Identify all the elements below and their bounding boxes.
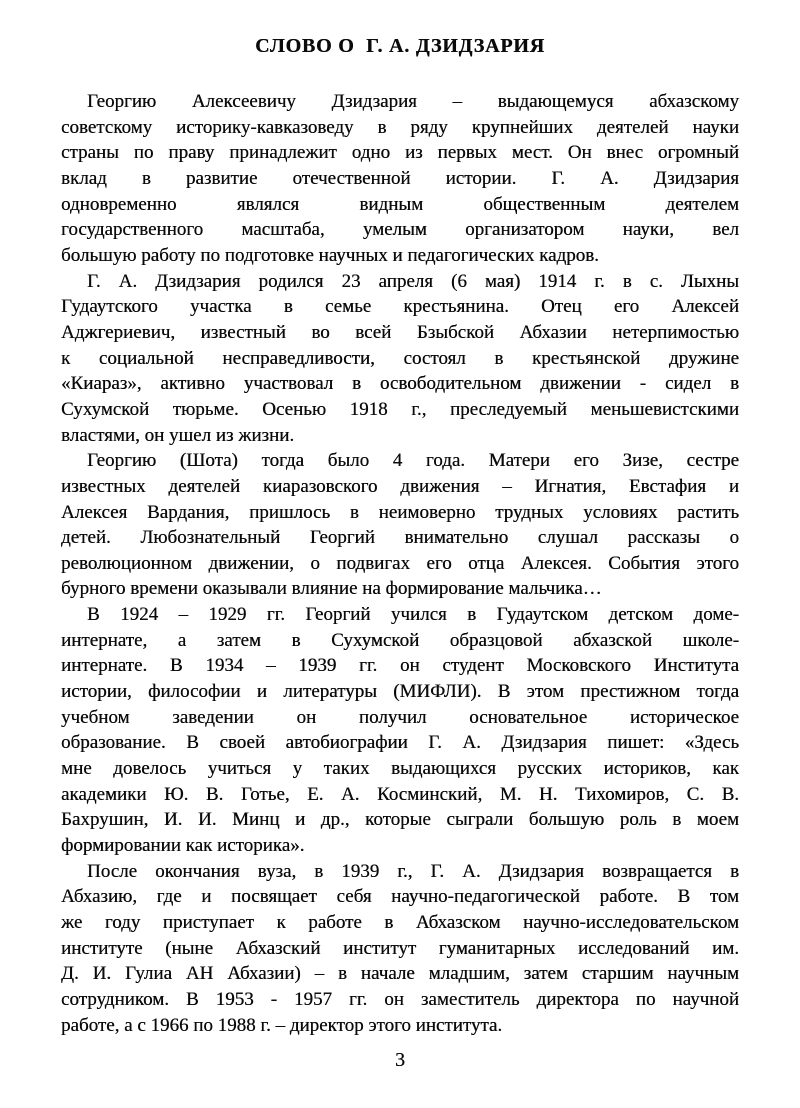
text-line: Г. А. Дзидзария родился 23 апреля (6 мая) 1914 г. в с. Лыхны bbox=[87, 270, 739, 292]
text-line: истории, философии и литературы (МИФЛИ). В этом престижном тогда bbox=[61, 681, 739, 703]
text-line: учебном заведении он получил основательное историческое bbox=[61, 706, 739, 728]
body-text bbox=[61, 89, 739, 1038]
text-line: институте (ныне Абхазский институт гуманитарных исследований им. bbox=[61, 937, 739, 959]
text-line: советскому историку-кавказоведу в ряду крупнейших деятелей науки bbox=[61, 116, 739, 138]
text-line: государственного масштаба, умелым организатором науки, вел bbox=[61, 219, 739, 241]
text-line: академики Ю. В. Готье, Е. А. Косминский, М. Н. Тихомиров, С. В. bbox=[61, 783, 739, 805]
paragraph bbox=[61, 89, 739, 269]
text-line: сотрудником. В 1953 - 1957 гг. он заместитель директора по научной bbox=[61, 988, 739, 1010]
text-line: же году приступает к работе в Абхазском научно-исследовательском bbox=[61, 912, 739, 933]
text-line: Бахрушин, И. И. Минц и др., которые сыграли большую роль в моем bbox=[61, 809, 739, 831]
text-line: Д. И. Гулиа АН Абхазии) – в начале младшим, затем старшим научным bbox=[61, 963, 739, 985]
text-line: Георгию Алексеевичу Дзидзария – выдающемуся абхазскому bbox=[87, 91, 739, 112]
paragraph bbox=[61, 448, 739, 602]
text-line: интернате, а затем в Сухумской образцовой абхазской школе- bbox=[61, 629, 739, 651]
text-line: интернате. В 1934 – 1939 гг. он студент Московского Института bbox=[61, 655, 739, 677]
paragraph bbox=[61, 859, 739, 1039]
text-line: революционном движении, о подвигах его отца Алексея. События этого bbox=[61, 552, 739, 574]
paragraph bbox=[61, 602, 739, 859]
text-line: «Киараз», активно участвовал в освободительном движении - сидел в bbox=[61, 373, 739, 395]
text-line: Гудаутского участка в семье крестьянина. Отец его Алексей bbox=[61, 296, 739, 318]
text-line: Абхазию, где и посвящает себя научно-педагогической работе. В том bbox=[61, 886, 739, 908]
text-line: бурного времени оказывали влияние на формирование мальчика… bbox=[61, 578, 602, 600]
text-line: Алексея Вардания, пришлось в неимоверно трудных условиях растить bbox=[61, 501, 739, 523]
text-line: страны по праву принадлежит одно из первых мест. Он внес огромный bbox=[61, 142, 739, 164]
text-line: детей. Любознательный Георгий внимательно слушал рассказы о bbox=[61, 527, 739, 549]
text-line: Аджгериевич, известный во всей Бзыбской Абхазии нетерпимостью bbox=[61, 321, 739, 343]
page-title: СЛОВО О Г. А. ДЗИДЗАРИЯ bbox=[255, 35, 545, 57]
text-line: работе, а с 1966 по 1988 г. – директор этого института. bbox=[61, 1014, 503, 1036]
text-line: Сухумской тюрьме. Осенью 1918 г., преследуемый меньшевистскими bbox=[61, 398, 739, 420]
text-line: мне довелось учиться у таких выдающихся русских историков, как bbox=[61, 758, 739, 780]
paragraph bbox=[61, 269, 739, 449]
text-line: Георгию (Шота) тогда было 4 года. Матери его Зизе, сестре bbox=[87, 450, 739, 472]
text-line: одновременно являлся видным общественным деятелем bbox=[61, 193, 739, 215]
text-line: властями, он ушел из жизни. bbox=[61, 424, 295, 446]
page-number: 3 bbox=[395, 1049, 405, 1071]
text-line: известных деятелей киаразовского движения – Игнатия, Евстафия и bbox=[61, 475, 739, 497]
text-line: формировании как историка». bbox=[61, 835, 305, 857]
text-line: к социальной несправедливости, состоял в крестьянской дружине bbox=[61, 347, 739, 369]
text-line: образование. В своей автобиографии Г. А. Дзидзария пишет: «Здесь bbox=[61, 732, 739, 754]
text-line: После окончания вуза, в 1939 г., Г. А. Дзидзария возвращается в bbox=[87, 860, 739, 882]
text-line: большую работу по подготовке научных и педагогических кадров. bbox=[61, 244, 599, 266]
text-line: В 1924 – 1929 гг. Георгий учился в Гудаутском детском доме- bbox=[87, 604, 739, 626]
text-line: вклад в развитие отечественной истории. Г. А. Дзидзария bbox=[61, 167, 739, 189]
